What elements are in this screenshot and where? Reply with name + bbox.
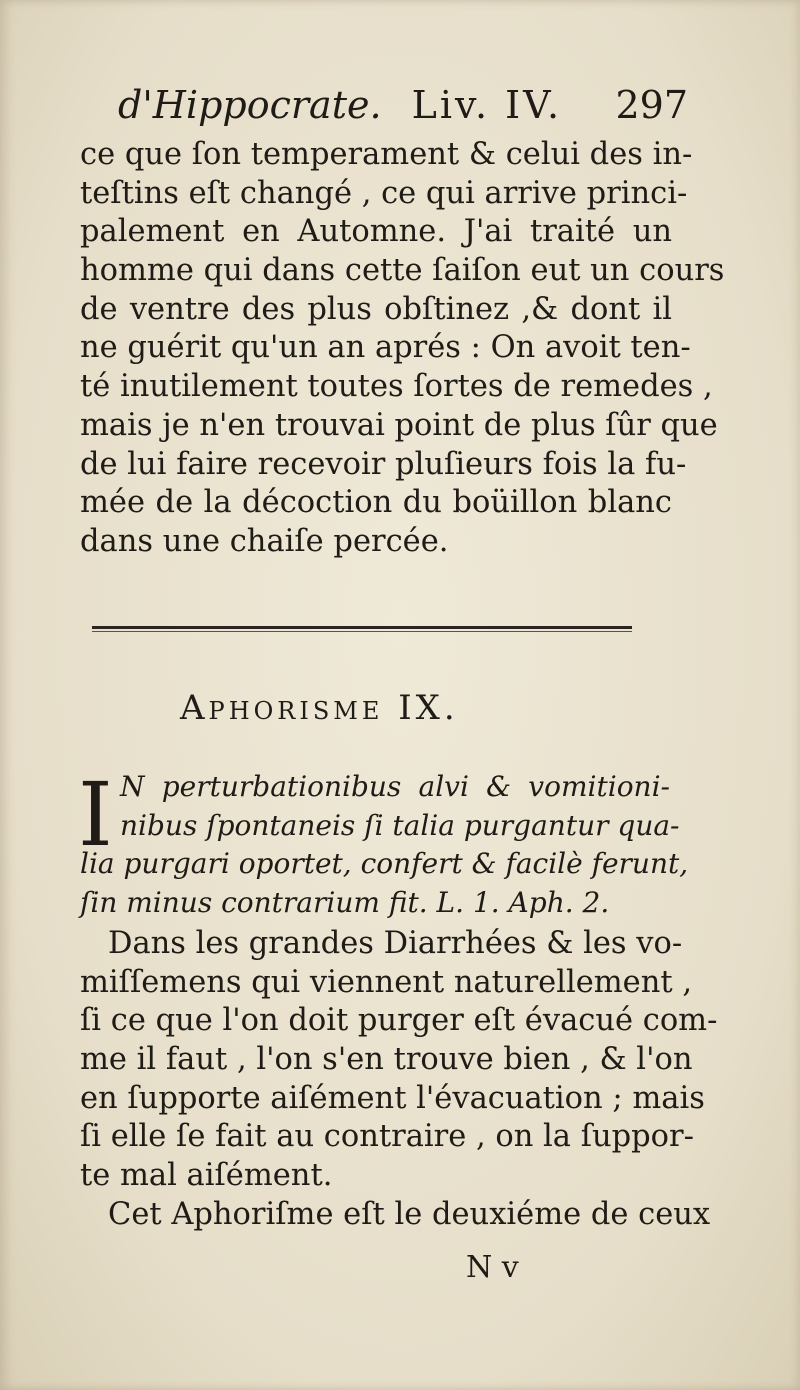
running-header: [118, 78, 688, 132]
text-line: Cet Aphoriſme eſt le deuxiéme de ceux: [108, 1196, 711, 1232]
text-line: te mal aiſément.: [80, 1158, 333, 1194]
aphorism-latin: [78, 763, 689, 923]
paragraph-top: [80, 136, 725, 562]
text-line: en ſupporte aiſément l'évacuation ; mais: [80, 1080, 705, 1116]
section-divider: [92, 626, 632, 629]
text-line: Dans les grandes Diarrhées & les vo-: [108, 926, 683, 961]
paragraph-bottom: [80, 925, 718, 1235]
text-line: de lui faire recevoir pluſieurs fois la fu-: [80, 446, 687, 482]
section-title: Aphorisme IX.: [180, 688, 459, 728]
latin-line: lia purgari oportet, confert & facilè ferunt,: [80, 847, 689, 881]
running-title: d'Hippocrate.: [118, 83, 382, 127]
text-line: ſi ce que l'on doit purger eſt évacué com-: [80, 1003, 718, 1039]
text-line: mais je n'en trouvai point de plus ſûr que: [80, 407, 718, 443]
page-number: 297: [615, 83, 688, 127]
section-divider-thin: [92, 631, 632, 632]
latin-line: ſin minus contrarium fit. L. 1. Aph. 2.: [80, 886, 610, 920]
text-line: me il faut , l'on s'en trouve bien , & l'on: [80, 1042, 693, 1078]
text-line: mée de la décoction du boüillon blanc: [80, 485, 672, 521]
book-number: Liv. IV.: [411, 83, 563, 127]
text-line: miſſemens qui viennent naturellement ,: [80, 964, 693, 1000]
text-line: homme qui dans cette ſaiſon eut un cours: [80, 253, 725, 289]
latin-line: nibus ſpontaneis ſi talia purgantur qua-: [120, 808, 680, 842]
text-line: palement en Automne. J'ai traité un: [80, 214, 672, 250]
text-line: ce que ſon temperament & celui des in-: [80, 137, 693, 172]
text-line: de ventre des plus obſtinez ,& dont il: [80, 291, 672, 327]
text-line: teſtins eſt changé , ce qui arrive princi-: [80, 175, 688, 211]
text-line: ne guérit qu'un an aprés : On avoit ten-: [80, 330, 691, 366]
latin-line: N perturbationibus alvi & vomitioni-: [120, 770, 670, 803]
signature-mark: N v: [466, 1250, 519, 1285]
text-line: ſi elle ſe fait au contraire , on la ſuppor-: [80, 1119, 694, 1155]
text-line: té inutilement toutes ſortes de remedes ,: [80, 369, 713, 405]
drop-cap: I: [78, 763, 113, 866]
text-line: dans une chaiſe percée.: [80, 523, 449, 559]
